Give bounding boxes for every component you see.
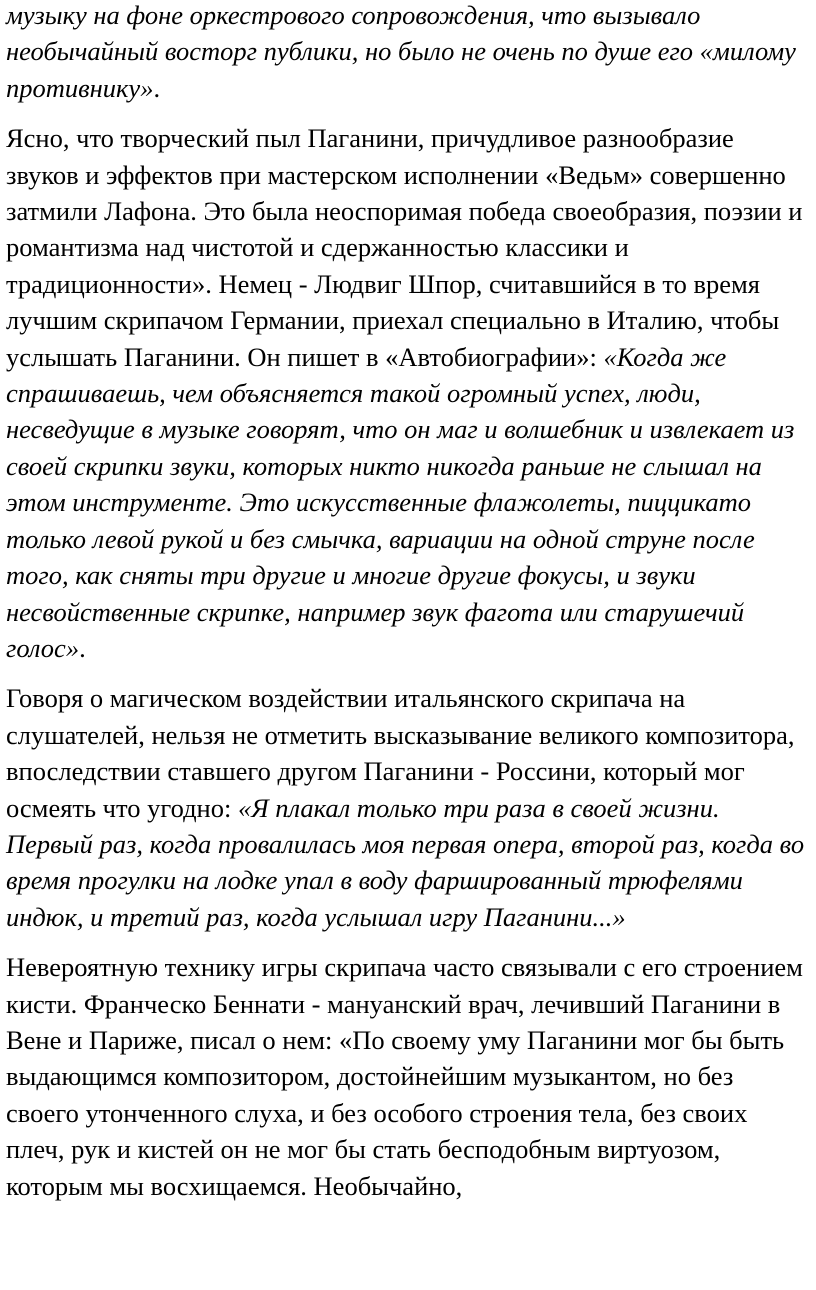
italic-quote-text: «Когда же спрашиваешь, чем объясняется такой огромный успех, люди, несведущие в музыке говорят, что он маг и волшебник и извлекает из своей скрипки звуки, которых никто никогда раньше не слышал на этом инструменте. Это искусственные флажолеты, пиццикато только левой рукой и без смычка, вариации на одной струне после того, как сняты три другие и многие другие фокусы, и звуки несвойственные скрипке, например звук фагота или старушечий голос» xyxy=(6,341,795,663)
paragraph-2 xyxy=(6,120,812,666)
paragraph-text: Ясно, что творческий пыл Паганини, причудливое разнообразие звуков и эффектов при мастерском исполнении «Ведьм» совершенно затмили Лафона. Это была неоспоримая победа своеобразия, поэзии и романтизма над чистотой и сдержанностью классики и традиционности». Немец - Людвиг Шпор, считавшийся в то время лучшим скрипачом Германии, приехал специально в Италию, чтобы услышать Паганини. Он пишет в «Автобиографии»: xyxy=(6,123,803,372)
paragraph-text: . xyxy=(79,632,86,663)
paragraph-1 xyxy=(6,0,812,106)
document-page xyxy=(6,0,812,1218)
italic-quote-text: «Я плакал только три раза в своей жизни. Первый раз, когда провалилась моя первая опера, второй раз, когда во время прогулки на лодке упал в воду фаршированный трюфелями индюк, и третий раз, когда услышал игру Паганини...» xyxy=(6,792,805,932)
paragraph-text: Невероятную технику игры скрипача часто связывали с его строением кисти. Франческо Беннати - мануанский врач, лечивший Паганини в Вене и Париже, писал о нем: «По своему уму Паганини мог бы быть выдающимся композитором, достойнейшим музыкантом, но без своего утонченного слуха, и без особого строения тела, без своих плеч, рук и кистей он не мог бы стать бесподобным виртуозом, которым мы восхищаемся. Необычайно, xyxy=(6,952,803,1201)
italic-quote-text: музыку на фоне оркестрового сопровождения, что вызывало необычайный восторг публики, но было не очень по душе его «милому противнику» xyxy=(6,0,796,103)
paragraph-text: Говоря о магическом воздействии итальянского скрипача на слушателей, нельзя не отметить высказывание великого композитора, впоследствии ставшего другом Паганини - Россини, который мог осмеять что угодно: xyxy=(6,683,795,823)
paragraph-4 xyxy=(6,949,812,1204)
paragraph-text: . xyxy=(153,72,161,103)
paragraph-3 xyxy=(6,680,812,935)
